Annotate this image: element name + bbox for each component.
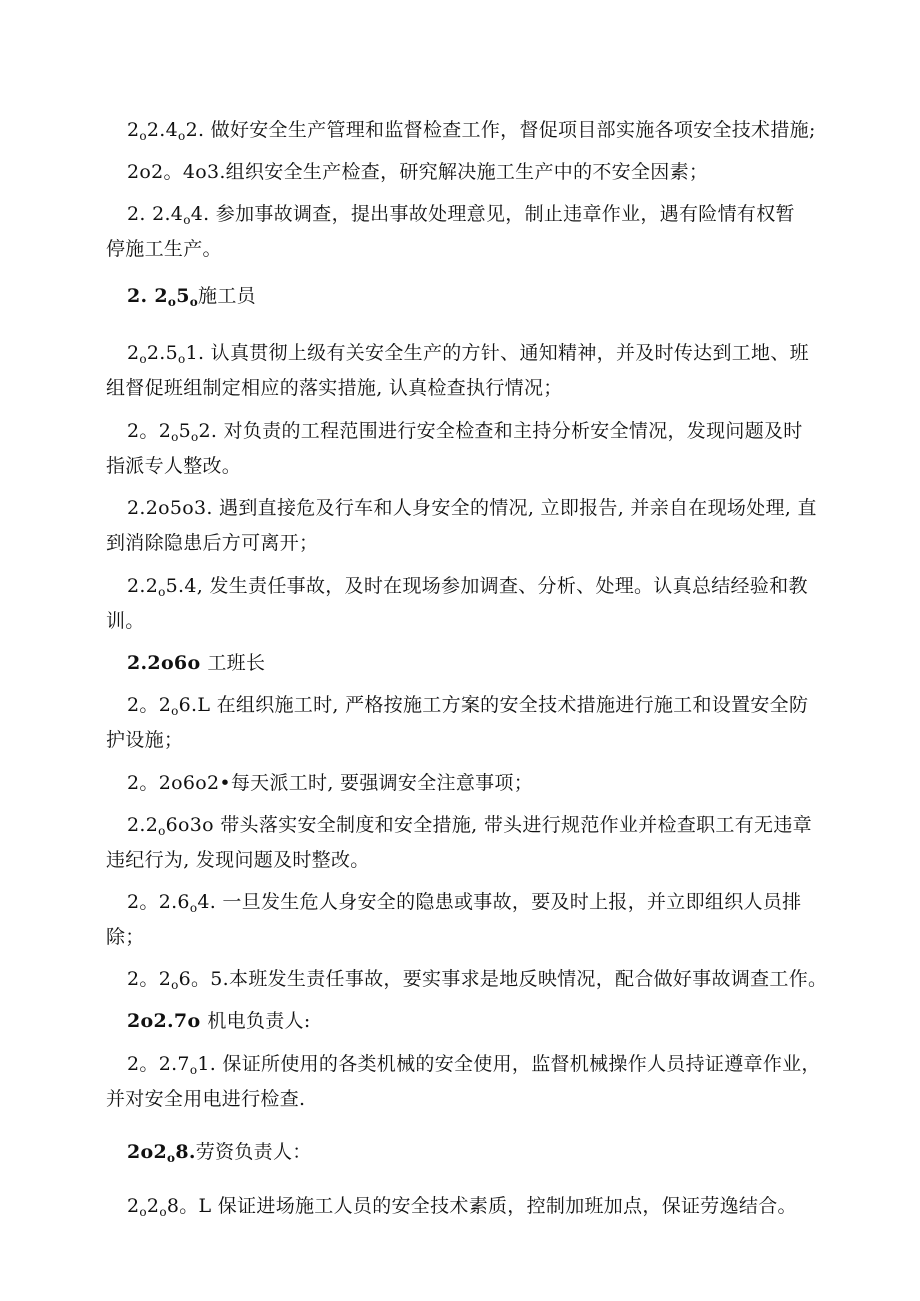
text-run: 违纪行为, 发现问题及时整改。 [106, 849, 370, 871]
subscript-mark: o [191, 430, 199, 444]
text-run: 2。2.7 [127, 1053, 190, 1075]
text-run: 4. 参加事故调查，提出事故处理意见，制止违章作业，遇有险情有权暂 [190, 203, 795, 225]
text-run: 2. 2.4 [127, 203, 184, 225]
text-run: 1. 保证所使用的各类机械的安全使用，监督机械操作人员持证遵章作业， [197, 1053, 821, 1075]
subscript-mark: o [158, 824, 166, 838]
paragraph-continuation [106, 609, 145, 633]
text-run: 6。5.本班发生责任事故，要实事求是地反映情况，配合做好事故调查工作。 [178, 968, 828, 990]
subscript-mark: o [139, 352, 147, 366]
text-run: 8。L 保证进场施工人员的安全技术素质，控制加班加点，保证劳逸结合。 [166, 1195, 797, 1217]
paragraph-line [127, 496, 817, 520]
paragraph-line [127, 771, 533, 795]
text-run: 并对安全用电进行检查. [106, 1088, 306, 1110]
subscript-mark: o [183, 213, 191, 227]
text-run: 训。 [106, 610, 145, 632]
text-run: 到消除隐患后方可离开； [106, 532, 319, 554]
text-run: 5 [176, 285, 190, 307]
text-run: 1. 认真贯彻上级有关安全生产的方针、通知精神，并及时传达到工地、班 [185, 342, 809, 364]
text-run: 4. 一旦发生危人身安全的隐患或事故，要及时上报，并立即组织人员排 [197, 891, 802, 913]
text-run: 2.4 [146, 119, 179, 141]
paragraph-continuation [106, 454, 241, 478]
paragraph-continuation [106, 376, 563, 400]
paragraph-continuation [106, 925, 145, 949]
paragraph-continuation [106, 728, 183, 752]
text-run: 2。2 [127, 968, 172, 990]
paragraph-line [127, 341, 809, 365]
paragraph-line [127, 813, 812, 837]
paragraph-line [127, 574, 808, 598]
text-run: 2o2。4o3.组织安全生产检查，研究解决施工生产中的不安全因素； [127, 161, 709, 183]
subscript-mark: o [159, 1205, 167, 1219]
text-run: 组督促班组制定相应的落实措施, 认真检查执行情况； [106, 377, 563, 399]
subscript-mark: o [158, 585, 166, 599]
text-run: 2。2o6o2•每天派工时, 要强调安全注意事项； [127, 772, 534, 794]
text-run: 2。2 [127, 420, 172, 442]
paragraph-line [127, 160, 708, 184]
paragraph-line [127, 693, 808, 717]
text-run: 6o3o 带头落实安全制度和安全措施, 带头进行规范作业并检查职工有无违章 [165, 814, 812, 836]
text-run: 指派专人整改。 [106, 455, 242, 477]
text-run: 2.2o6o [127, 652, 208, 674]
text-run: 工班长 [207, 652, 266, 674]
paragraph-line [127, 1052, 821, 1076]
subscript-mark: o [189, 295, 199, 309]
text-run: 2 [127, 1195, 140, 1217]
text-run: 机电负责人: [207, 1010, 311, 1032]
text-run: 2.2 [127, 814, 159, 836]
text-run: 2。2.6 [127, 891, 190, 913]
paragraph-line [127, 202, 795, 226]
paragraph-continuation [106, 848, 370, 872]
paragraph-continuation [106, 237, 222, 261]
section-heading [127, 651, 265, 675]
subscript-mark: o [171, 704, 179, 718]
paragraph-line [127, 967, 827, 991]
paragraph-line [127, 419, 803, 443]
text-run: 5.4, 发生责任事故，及时在现场参加调查、分析、处理。认真总结经验和教 [165, 575, 808, 597]
subscript-mark: o [189, 1063, 198, 1077]
subscript-mark: o [189, 901, 198, 915]
subscript-mark: o [167, 295, 177, 309]
section-heading [127, 284, 256, 308]
text-run: 2。2 [127, 694, 172, 716]
paragraph-continuation [106, 1087, 305, 1111]
text-run: 2 [127, 119, 140, 141]
text-run: 2. 做好安全生产管理和监督检查工作，督促项目部实施各项安全技术措施; [185, 119, 816, 141]
text-run: 2 [127, 342, 140, 364]
subscript-mark: o [171, 978, 179, 992]
text-run: 6.L 在组织施工时, 严格按施工方案的安全技术措施进行施工和设置安全防 [178, 694, 809, 716]
text-run: 2o2.7o [127, 1010, 208, 1032]
section-heading [127, 1009, 311, 1033]
text-run: 5 [178, 420, 191, 442]
paragraph-line [127, 118, 816, 142]
subscript-mark: o [139, 1205, 147, 1219]
text-run: 2.2o5o3. 遇到直接危及行车和人身安全的情况, 立即报告, 并亲自在现场处理, 直 [127, 497, 817, 519]
text-run: 除； [106, 926, 145, 948]
paragraph-continuation [106, 531, 318, 555]
subscript-mark: o [178, 129, 186, 143]
text-run: 2o2 [127, 1141, 168, 1163]
subscript-mark: o [178, 352, 186, 366]
text-run: 2 [146, 1195, 160, 1217]
text-run: 劳资负责人： [195, 1141, 312, 1163]
paragraph-line [127, 890, 801, 914]
subscript-mark: o [167, 1151, 176, 1165]
text-run: 停施工生产。 [106, 238, 222, 260]
text-run: 2. 对负责的工程范围进行安全检查和主持分析安全情况，发现问题及时 [198, 420, 803, 442]
text-run: 施工员 [198, 285, 256, 307]
text-run: 2.5 [146, 342, 179, 364]
text-run: 护设施； [106, 729, 184, 751]
section-heading [127, 1140, 312, 1164]
subscript-mark: o [139, 129, 147, 143]
text-run: 2.2 [127, 575, 159, 597]
text-run: 8. [175, 1141, 196, 1163]
paragraph-line [127, 1194, 797, 1218]
subscript-mark: o [171, 430, 179, 444]
text-run: 2. 2 [127, 285, 168, 307]
